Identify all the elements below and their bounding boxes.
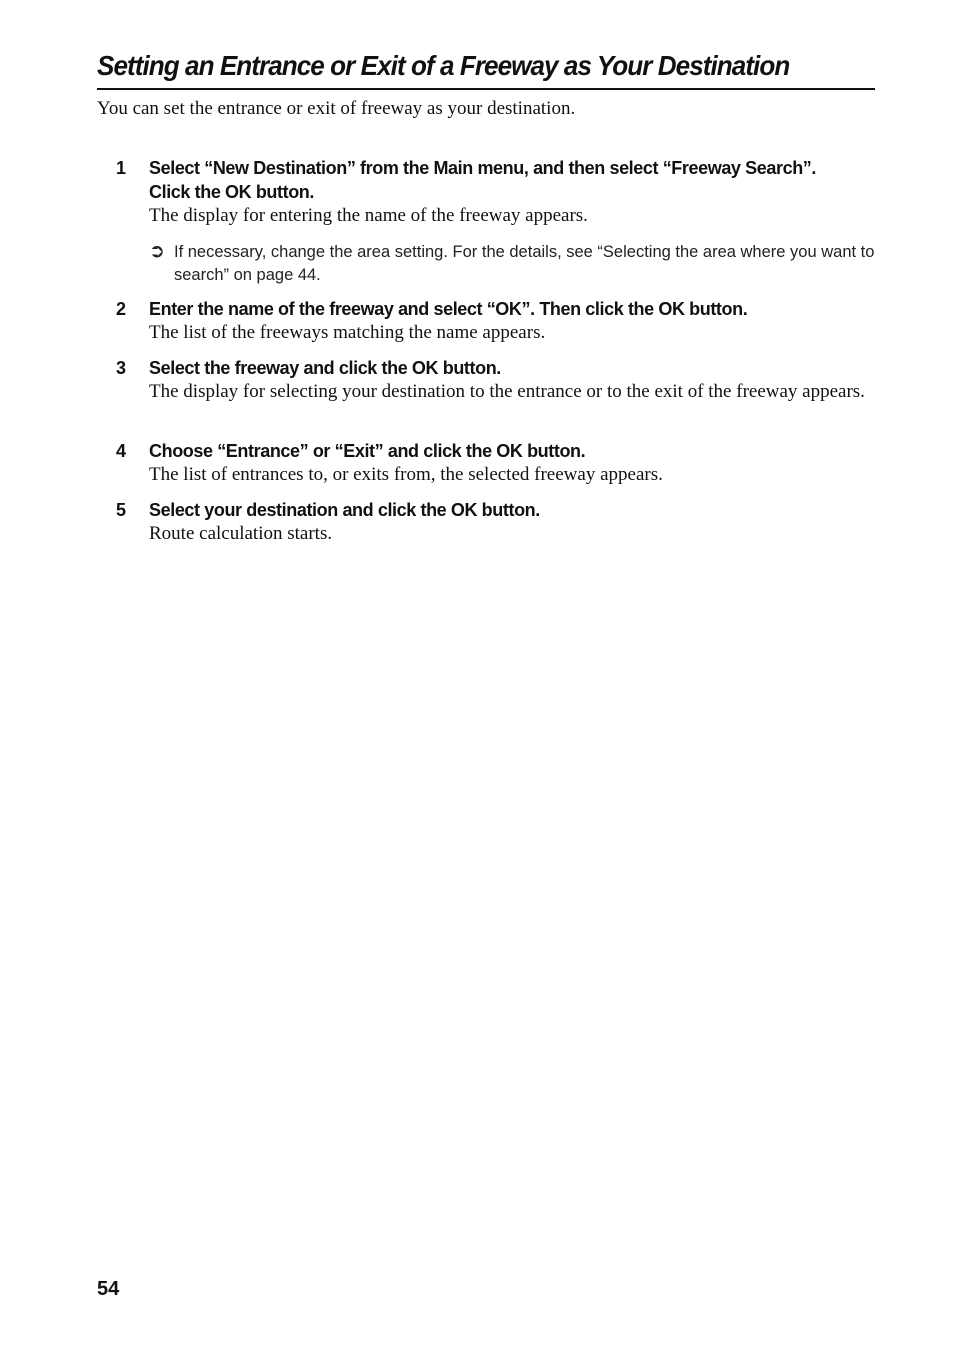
step-number: 3: [116, 358, 127, 378]
step-description: The display for entering the name of the freeway appears.: [149, 205, 588, 226]
step-heading-line: Choose “Entrance” or “Exit” and click the OK button.: [149, 441, 586, 461]
page-number: 54: [97, 1278, 120, 1300]
step-heading: [149, 439, 869, 463]
arrow-right-icon: ➲: [149, 239, 165, 262]
intro-text: You can set the entrance or exit of freeway as your destination.: [97, 98, 576, 119]
step-description: The list of the freeways matching the name appears.: [149, 322, 546, 343]
step-number: 1: [116, 158, 127, 178]
step-heading: [149, 356, 869, 380]
step-heading: [149, 498, 869, 522]
step-heading-line: Select “New Destination” from the Main menu, and then select “Freeway Search”.: [149, 158, 816, 178]
step-note: [149, 241, 879, 287]
step-heading-line: Select your destination and click the OK button.: [149, 500, 540, 520]
step-number: 5: [116, 500, 127, 520]
step-body: [149, 439, 869, 488]
step-heading-line: Enter the name of the freeway and select “OK”. Then click the OK button.: [149, 299, 748, 319]
step-heading-line: Select the freeway and click the OK button.: [149, 358, 501, 378]
step-heading: [149, 297, 869, 321]
step-body: [149, 297, 869, 346]
step-description: The display for selecting your destination to the entrance or to the exit of the freeway appears.: [149, 381, 865, 402]
step-body: [149, 356, 869, 405]
step-number: 4: [116, 441, 127, 461]
title-divider: [97, 88, 875, 90]
note-text: If necessary, change the area setting. For the details, see “Selecting the area where you want to search” on page 44.: [174, 242, 875, 284]
page-title: Setting an Entrance or Exit of a Freeway as Your Destination: [97, 50, 790, 81]
step-description: The list of entrances to, or exits from, the selected freeway appears.: [149, 464, 663, 485]
step-heading-line: Click the OK button.: [149, 182, 314, 202]
step-number: 2: [116, 299, 127, 319]
step-body: [149, 498, 869, 547]
step-body: [149, 156, 875, 287]
step-heading: [149, 156, 869, 204]
step-description: Route calculation starts.: [149, 523, 333, 544]
